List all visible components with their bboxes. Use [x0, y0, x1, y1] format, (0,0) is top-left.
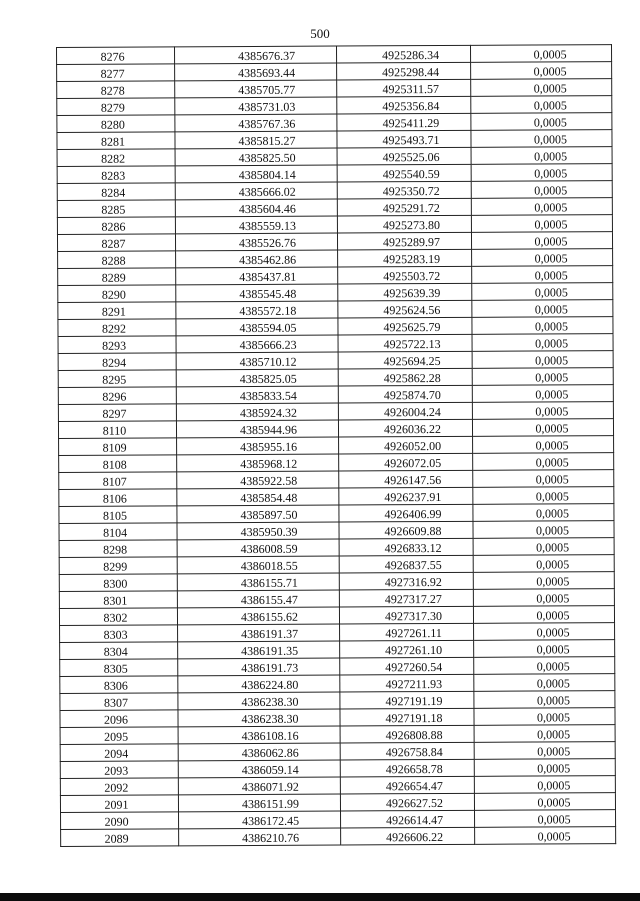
coordinates-table-container [56, 44, 615, 865]
point-number-cell: 8306 [60, 676, 178, 694]
x-coordinate-cell: 4385825.05 [176, 369, 338, 387]
error-cell: 0,0005 [471, 147, 612, 165]
x-coordinate-cell: 4385897.50 [177, 505, 339, 523]
point-number-cell: 8295 [58, 370, 176, 388]
error-cell: 0,0005 [473, 487, 614, 505]
error-cell: 0,0005 [472, 283, 613, 301]
error-cell: 0,0005 [472, 385, 613, 403]
point-number-cell: 8288 [58, 251, 176, 269]
point-number-cell: 8292 [58, 319, 176, 337]
y-coordinate-cell: 4926808.88 [340, 725, 474, 743]
point-number-cell: 8276 [57, 47, 175, 65]
y-coordinate-cell: 4925503.72 [338, 266, 472, 284]
point-number-cell: 8277 [57, 64, 175, 82]
error-cell: 0,0005 [474, 623, 615, 641]
point-number-cell: 8285 [57, 200, 175, 218]
y-coordinate-cell: 4925298.44 [337, 62, 471, 80]
y-coordinate-cell: 4925639.39 [338, 283, 472, 301]
x-coordinate-cell: 4385944.96 [176, 420, 338, 438]
point-number-cell: 8294 [58, 353, 176, 371]
point-number-cell: 2093 [60, 761, 178, 779]
point-number-cell: 8302 [59, 608, 177, 626]
error-cell: 0,0005 [473, 470, 614, 488]
x-coordinate-cell: 4385676.37 [175, 46, 337, 64]
point-number-cell: 8286 [57, 217, 175, 235]
y-coordinate-cell: 4926833.12 [339, 538, 473, 556]
error-cell: 0,0005 [471, 130, 612, 148]
y-coordinate-cell: 4925874.70 [338, 385, 472, 403]
error-cell: 0,0005 [472, 419, 613, 437]
error-cell: 0,0005 [474, 708, 615, 726]
point-number-cell: 8293 [58, 336, 176, 354]
point-number-cell: 8107 [59, 472, 177, 490]
error-cell: 0,0005 [472, 334, 613, 352]
point-number-cell: 8283 [57, 166, 175, 184]
error-cell: 0,0005 [471, 215, 612, 233]
x-coordinate-cell: 4386172.45 [179, 811, 341, 829]
error-cell: 0,0005 [474, 742, 615, 760]
error-cell: 0,0005 [472, 249, 613, 267]
point-number-cell: 2096 [60, 710, 178, 728]
x-coordinate-cell: 4385731.03 [175, 97, 337, 115]
error-cell: 0,0005 [474, 759, 615, 777]
point-number-cell: 8289 [58, 268, 176, 286]
x-coordinate-cell: 4385594.05 [176, 318, 338, 336]
error-cell: 0,0005 [474, 793, 615, 811]
y-coordinate-cell: 4925291.72 [337, 198, 471, 216]
y-coordinate-cell: 4926654.47 [340, 776, 474, 794]
x-coordinate-cell: 4385968.12 [177, 454, 339, 472]
point-number-cell: 8297 [58, 404, 176, 422]
y-coordinate-cell: 4925286.34 [336, 45, 470, 63]
point-number-cell: 8281 [57, 132, 175, 150]
y-coordinate-cell: 4927317.27 [339, 589, 473, 607]
x-coordinate-cell: 4385559.13 [175, 216, 337, 234]
y-coordinate-cell: 4925356.84 [337, 96, 471, 114]
point-number-cell: 8305 [60, 659, 178, 677]
x-coordinate-cell: 4386071.92 [178, 777, 340, 795]
x-coordinate-cell: 4385710.12 [176, 352, 338, 370]
error-cell: 0,0005 [474, 674, 615, 692]
x-coordinate-cell: 4386155.62 [177, 607, 339, 625]
y-coordinate-cell: 4925694.25 [338, 351, 472, 369]
point-number-cell: 2095 [60, 727, 178, 745]
y-coordinate-cell: 4926147.56 [339, 470, 473, 488]
x-coordinate-cell: 4385604.46 [175, 199, 337, 217]
point-number-cell: 8105 [59, 506, 177, 524]
x-coordinate-cell: 4385815.27 [175, 131, 337, 149]
y-coordinate-cell: 4926004.24 [338, 402, 472, 420]
point-number-cell: 8278 [57, 81, 175, 99]
y-coordinate-cell: 4926072.05 [339, 453, 473, 471]
error-cell: 0,0005 [471, 96, 612, 114]
x-coordinate-cell: 4385804.14 [175, 165, 337, 183]
x-coordinate-cell: 4385462.86 [176, 250, 338, 268]
error-cell: 0,0005 [473, 606, 614, 624]
point-number-cell: 8280 [57, 115, 175, 133]
y-coordinate-cell: 4927317.30 [339, 606, 473, 624]
x-coordinate-cell: 4386059.14 [178, 760, 340, 778]
error-cell: 0,0005 [474, 640, 615, 658]
y-coordinate-cell: 4927260.54 [340, 657, 474, 675]
x-coordinate-cell: 4385666.02 [175, 182, 337, 200]
y-coordinate-cell: 4926627.52 [340, 793, 474, 811]
point-number-cell: 2089 [61, 829, 179, 847]
error-cell: 0,0005 [471, 113, 612, 131]
x-coordinate-cell: 4386108.16 [178, 726, 340, 744]
y-coordinate-cell: 4926658.78 [340, 759, 474, 777]
x-coordinate-cell: 4386191.37 [178, 624, 340, 642]
error-cell: 0,0005 [475, 827, 616, 845]
error-cell: 0,0005 [471, 62, 612, 80]
point-number-cell: 8279 [57, 98, 175, 116]
point-number-cell: 8284 [57, 183, 175, 201]
point-number-cell: 2090 [61, 812, 179, 830]
error-cell: 0,0005 [473, 589, 614, 607]
x-coordinate-cell: 4386191.73 [178, 658, 340, 676]
error-cell: 0,0005 [472, 368, 613, 386]
x-coordinate-cell: 4386210.76 [179, 828, 341, 846]
y-coordinate-cell: 4927261.11 [340, 623, 474, 641]
y-coordinate-cell: 4925625.79 [338, 317, 472, 335]
y-coordinate-cell: 4925862.28 [338, 368, 472, 386]
y-coordinate-cell: 4925525.06 [337, 147, 471, 165]
point-number-cell: 8108 [59, 455, 177, 473]
scan-edge-shadow [0, 893, 640, 901]
point-number-cell: 8282 [57, 149, 175, 167]
y-coordinate-cell: 4926837.55 [339, 555, 473, 573]
error-cell: 0,0005 [473, 453, 614, 471]
error-cell: 0,0005 [473, 521, 614, 539]
y-coordinate-cell: 4927191.19 [340, 691, 474, 709]
y-coordinate-cell: 4925350.72 [337, 181, 471, 199]
x-coordinate-cell: 4385767.36 [175, 114, 337, 132]
x-coordinate-cell: 4386062.86 [178, 743, 340, 761]
x-coordinate-cell: 4385545.48 [176, 284, 338, 302]
error-cell: 0,0005 [474, 725, 615, 743]
y-coordinate-cell: 4925493.71 [337, 130, 471, 148]
error-cell: 0,0005 [473, 436, 614, 454]
x-coordinate-cell: 4385825.50 [175, 148, 337, 166]
y-coordinate-cell: 4927211.93 [340, 674, 474, 692]
point-number-cell: 8300 [59, 574, 177, 592]
error-cell: 0,0005 [475, 810, 616, 828]
error-cell: 0,0005 [471, 181, 612, 199]
error-cell: 0,0005 [472, 317, 613, 335]
coordinates-table [56, 44, 616, 847]
y-coordinate-cell: 4925624.56 [338, 300, 472, 318]
y-coordinate-cell: 4927261.10 [340, 640, 474, 658]
point-number-cell: 8106 [59, 489, 177, 507]
error-cell: 0,0005 [474, 657, 615, 675]
point-number-cell: 2091 [60, 795, 178, 813]
y-coordinate-cell: 4926606.22 [341, 827, 475, 845]
x-coordinate-cell: 4385854.48 [177, 488, 339, 506]
y-coordinate-cell: 4925411.29 [337, 113, 471, 131]
point-number-cell: 8299 [59, 557, 177, 575]
error-cell: 0,0005 [472, 351, 613, 369]
y-coordinate-cell: 4925283.19 [338, 249, 472, 267]
x-coordinate-cell: 4385922.58 [177, 471, 339, 489]
x-coordinate-cell: 4385950.39 [177, 522, 339, 540]
error-cell: 0,0005 [473, 538, 614, 556]
error-cell: 0,0005 [471, 232, 612, 250]
y-coordinate-cell: 4926036.22 [338, 419, 472, 437]
error-cell: 0,0005 [474, 691, 615, 709]
point-number-cell: 8298 [59, 540, 177, 558]
point-number-cell: 8104 [59, 523, 177, 541]
y-coordinate-cell: 4925722.13 [338, 334, 472, 352]
y-coordinate-cell: 4927316.92 [339, 572, 473, 590]
x-coordinate-cell: 4385666.23 [176, 335, 338, 353]
x-coordinate-cell: 4385437.81 [176, 267, 338, 285]
point-number-cell: 8304 [60, 642, 178, 660]
point-number-cell: 8110 [58, 421, 176, 439]
y-coordinate-cell: 4926758.84 [340, 742, 474, 760]
point-number-cell: 2094 [60, 744, 178, 762]
x-coordinate-cell: 4386238.30 [178, 709, 340, 727]
y-coordinate-cell: 4927191.18 [340, 708, 474, 726]
error-cell: 0,0005 [471, 79, 612, 97]
x-coordinate-cell: 4386018.55 [177, 556, 339, 574]
y-coordinate-cell: 4926052.00 [339, 436, 473, 454]
x-coordinate-cell: 4385955.16 [177, 437, 339, 455]
error-cell: 0,0005 [474, 776, 615, 794]
x-coordinate-cell: 4385924.32 [176, 403, 338, 421]
x-coordinate-cell: 4386151.99 [178, 794, 340, 812]
error-cell: 0,0005 [472, 300, 613, 318]
error-cell: 0,0005 [472, 266, 613, 284]
x-coordinate-cell: 4386008.59 [177, 539, 339, 557]
x-coordinate-cell: 4385572.18 [176, 301, 338, 319]
point-number-cell: 2092 [60, 778, 178, 796]
error-cell: 0,0005 [470, 45, 611, 63]
coordinates-table-body [57, 45, 616, 847]
error-cell: 0,0005 [473, 555, 614, 573]
y-coordinate-cell: 4926406.99 [339, 504, 473, 522]
x-coordinate-cell: 4385833.54 [176, 386, 338, 404]
point-number-cell: 8290 [58, 285, 176, 303]
error-cell: 0,0005 [471, 198, 612, 216]
x-coordinate-cell: 4386238.30 [178, 692, 340, 710]
y-coordinate-cell: 4926237.91 [339, 487, 473, 505]
point-number-cell: 8296 [58, 387, 176, 405]
error-cell: 0,0005 [471, 164, 612, 182]
y-coordinate-cell: 4926609.88 [339, 521, 473, 539]
x-coordinate-cell: 4386224.80 [178, 675, 340, 693]
point-number-cell: 8109 [59, 438, 177, 456]
point-number-cell: 8307 [60, 693, 178, 711]
x-coordinate-cell: 4386155.47 [177, 590, 339, 608]
error-cell: 0,0005 [473, 572, 614, 590]
x-coordinate-cell: 4385705.77 [175, 80, 337, 98]
y-coordinate-cell: 4925289.97 [337, 232, 471, 250]
y-coordinate-cell: 4925273.80 [337, 215, 471, 233]
table-row [61, 827, 616, 847]
x-coordinate-cell: 4385693.44 [175, 63, 337, 81]
y-coordinate-cell: 4925311.57 [337, 79, 471, 97]
x-coordinate-cell: 4385526.76 [175, 233, 337, 251]
point-number-cell: 8291 [58, 302, 176, 320]
page-number: 500 [310, 26, 330, 41]
x-coordinate-cell: 4386191.35 [178, 641, 340, 659]
error-cell: 0,0005 [472, 402, 613, 420]
x-coordinate-cell: 4386155.71 [177, 573, 339, 591]
y-coordinate-cell: 4925540.59 [337, 164, 471, 182]
error-cell: 0,0005 [473, 504, 614, 522]
point-number-cell: 8287 [57, 234, 175, 252]
point-number-cell: 8301 [59, 591, 177, 609]
point-number-cell: 8303 [60, 625, 178, 643]
y-coordinate-cell: 4926614.47 [341, 810, 475, 828]
